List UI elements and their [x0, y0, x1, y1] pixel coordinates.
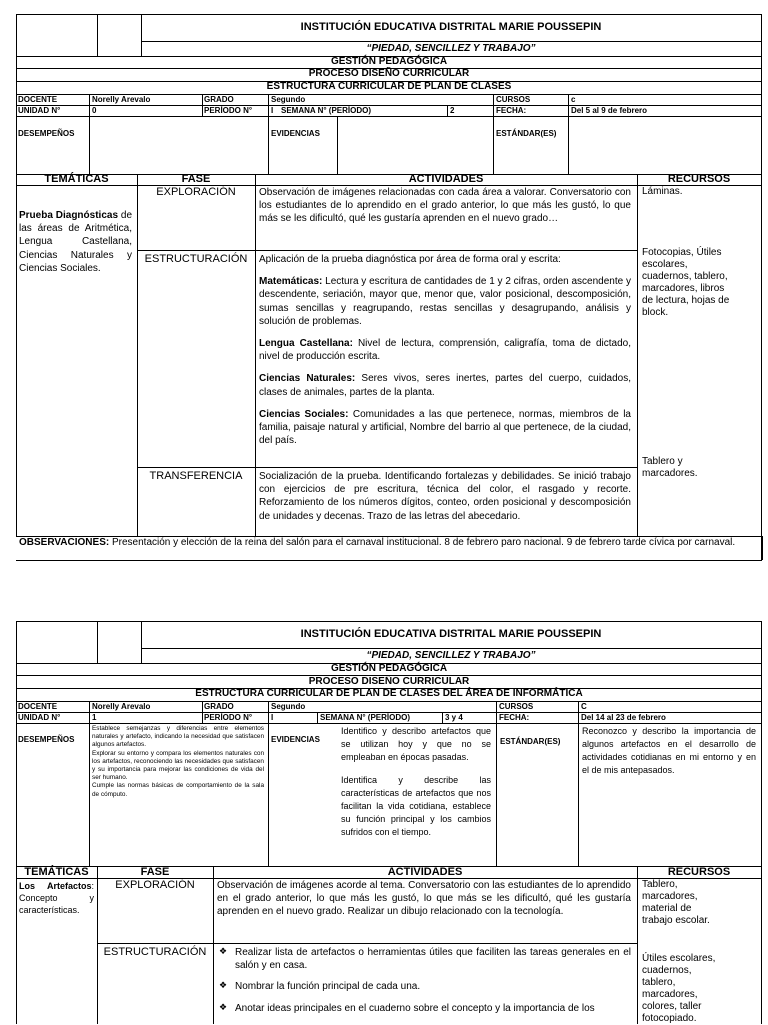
fase-exploracion-2: EXPLORACIÓN	[115, 879, 195, 891]
process-title-2: PROCESO DISEÑO CURRICULAR	[308, 676, 470, 687]
docente-value: Norelly Arevalo	[92, 95, 151, 104]
estandar-label: ESTÁNDAR(ES)	[496, 129, 557, 138]
observaciones-text: Presentación y elección de la reina del salón para el carnaval institucional. 8 de febrero paro nacional. 9 de febrero tarde cívica por carnaval.	[109, 537, 736, 548]
matematicas-text: Lectura y escritura de cantidades de 1 y 2 cifras, orden ascendente y descendente, seriación, mayor que, menor que, valor posicional, descomposición, sumas sencillas y reagrupando, restas sencillas y desagrupando, análisis y solución de problemas.	[259, 276, 631, 327]
estandar-label-2: ESTÁNDAR(ES)	[500, 737, 561, 746]
cursos-label: CURSOS	[496, 95, 531, 104]
header-fase-2: FASE	[140, 866, 170, 878]
header-recursos: RECURSOS	[667, 173, 731, 185]
recursos-2: Fotocopias, Útiles escolares, cuadernos, tablero, marcadores, libros de lectura, hojas de block.	[642, 247, 730, 318]
motto-2: “PIEDAD, SENCILLEZ Y TRABAJO”	[366, 650, 536, 661]
diamond-bullet-icon: ❖	[219, 946, 228, 956]
activity-bullet-3: ❖ Anotar ideas principales en el cuaderno sobre el concepto y la importancia de los	[219, 1001, 595, 1014]
recursos-1: Láminas.	[642, 186, 683, 197]
lengua-text: Nivel de lectura, comprensión, caligrafía, toma de dictado, nivel de producción escrita.	[259, 337, 631, 363]
activity-exploracion-2: Observación de imágenes acorde al tema. Conversatorio con las estudiantes de lo aprendido en el grado anterior, lo que más les gustó, lo que más se les dificultó, qué les gustaría aprenden en el nuevo grado. Realizar un dibujo relacionado con la tecnología.	[217, 880, 631, 918]
matematicas-label: Matemáticas:	[259, 276, 323, 288]
unidad-value-2: 1	[92, 713, 97, 722]
unidad-label-2: UNIDAD N°	[18, 713, 61, 722]
fecha-value-2: Del 14 al 23 de febrero	[581, 713, 666, 722]
recursos-3: Tablero y marcadores.	[642, 456, 698, 479]
activity-bullet-2: ❖ Nombrar la función principal de cada una.	[219, 980, 421, 993]
activity-lengua	[259, 337, 631, 363]
dept-title-2: GESTIÓN PEDAGÓGICA	[330, 663, 448, 674]
evidencias-label-2: EVIDENCIAS	[271, 735, 320, 744]
header-tematicas: TEMÁTICAS	[44, 173, 109, 185]
desempenos-text: Establece semejanzas y diferencias entre elementos naturales y artefacto, indicando la necesidad que satisfacen algunos artefactos. Explorar su entorno y compara los elementos naturales con los artefactos, reconociendo las necesidades que satisfacen y su importancia para mejorar las condiciones de vida del ser humano. Cumple las normas básicas de comportamiento de la sala de cómputo.	[92, 725, 264, 798]
tematica-body-2: : Concepto y características.	[19, 881, 94, 916]
naturales-text: Seres vivos, seres inertes, partes del cuerpo, cuidados, clases de animales, partes de la planta.	[259, 373, 631, 398]
fase-exploracion: EXPLORACIÓN	[156, 186, 236, 198]
tematica-body: de las áreas de Aritmética, Lengua Castellana, Ciencias Naturales y Ciencias Sociales.	[19, 210, 133, 274]
grado-value-2: Segundo	[271, 702, 306, 711]
fecha-label-2: FECHA:	[499, 713, 530, 722]
fase-estructuracion-2: ESTRUCTURACIÓN	[103, 946, 207, 958]
header-tematicas-2: TEMÁTICAS	[24, 866, 89, 878]
activity-exploracion: Observación de imágenes relacionadas con cada área a valorar. Conversatorio con los estudiantes de lo aprendido en el grado anterior, lo que más les gustó, lo que más se les dificultó, qué les gustaría aprenden en el nuevo grado…	[259, 187, 631, 225]
periodo-value-2: I	[271, 713, 274, 722]
activity-estructuracion	[259, 253, 631, 453]
evidencia-2: Identifica y describe las características de artefactos que nos facilitan la vida cotidiana, establece su función principal y los cambios sufridos con el tiempo.	[341, 775, 491, 838]
tematica-text-2	[19, 880, 94, 916]
desempenos-label-2: DESEMPEÑOS	[18, 735, 75, 744]
observaciones-label: OBSERVACIONES:	[19, 537, 110, 548]
institution-title: INSTITUCIÓN EDUCATIVA DISTRITAL MARIE POUSSEPIN	[300, 21, 602, 33]
grado-label: GRADO	[204, 95, 234, 104]
activity-naturales	[259, 372, 631, 398]
semana-label: SEMANA N° (PERÍODO)	[281, 106, 372, 115]
cursos-value-2: C	[581, 702, 587, 711]
observaciones	[19, 537, 759, 549]
evidencias-label: EVIDENCIAS	[271, 129, 320, 138]
unidad-label: UNIDAD N°	[18, 106, 61, 115]
header-actividades: ACTIVIDADES	[408, 173, 484, 185]
process-title: PROCESO DISEÑO CURRICULAR	[308, 68, 470, 79]
activity-sociales	[259, 408, 631, 448]
grado-value: Segundo	[271, 95, 306, 104]
evidencia-1: Identifico y describo artefactos que se utilizan hoy y que no se empleaban en épocas pasadas.	[341, 726, 491, 763]
structure-title-2: ESTRUCTURA CURRICULAR DE PLAN DE CLASES DEL ÁREA DE INFORMÁTICA	[195, 688, 583, 699]
periodo-value: I	[271, 106, 274, 115]
semana-value-2: 3 y 4	[445, 713, 463, 722]
activity-intro: Aplicación de la prueba diagnóstica por área de forma oral y escrita:	[259, 254, 561, 265]
tematica-title-2: Los Artefactos	[19, 881, 92, 891]
sociales-label: Ciencias Sociales:	[259, 408, 349, 420]
estandar-text: Reconozco y describo la importancia de algunos artefactos en el desarrollo de actividades cotidianas en mi entorno y en el de mis antepasados.	[582, 726, 756, 776]
naturales-label: Ciencias Naturales:	[259, 373, 356, 385]
periodo-label-2: PERÍODO N°	[204, 713, 253, 722]
cursos-label-2: CURSOS	[499, 702, 534, 711]
header-fase: FASE	[181, 173, 211, 185]
cursos-value: c	[571, 95, 576, 104]
sociales-text: Comunidades a las que pertenece, normas, miembros de la familia, paisaje natural y artificial, Nombre del barrio al que pertenece, de la ciudad, del país.	[259, 408, 631, 447]
activity-bullet-1: ❖ Realizar lista de artefactos o herramientas útiles que faciliten las tareas generales en el salón y en casa.	[219, 946, 631, 972]
tematica-title: Prueba Diagnósticas	[19, 210, 119, 221]
evidencias-text	[341, 725, 491, 845]
fase-estructuracion: ESTRUCTURACIÓN	[144, 253, 248, 265]
docente-label: DOCENTE	[18, 95, 58, 104]
activity-estructuracion-2	[217, 946, 631, 1023]
recursos-2-2: Útiles escolares, cuadernos, tablero, marcadores, colores, taller fotocopiado.	[642, 953, 716, 1024]
periodo-label: PERÍODO N°	[204, 106, 253, 115]
unidad-value: 0	[92, 106, 97, 115]
recursos-1-2: Tablero, marcadores, material de trabajo escolar.	[642, 879, 710, 926]
lengua-label: Lengua Castellana:	[259, 337, 353, 349]
institution-title-2: INSTITUCIÓN EDUCATIVA DISTRITAL MARIE POUSSEPIN	[300, 628, 602, 640]
grado-label-2: GRADO	[204, 702, 234, 711]
docente-label-2: DOCENTE	[18, 702, 58, 711]
header-recursos-2: RECURSOS	[667, 866, 731, 878]
semana-label-2: SEMANA N° (PERÍODO)	[320, 713, 411, 722]
tematica-text	[19, 209, 132, 275]
fecha-label: FECHA:	[496, 106, 527, 115]
motto: “PIEDAD, SENCILLEZ Y TRABAJO”	[366, 43, 536, 54]
semana-value: 2	[450, 106, 455, 115]
docente-value-2: Norelly Arevalo	[92, 702, 151, 711]
activity-transferencia: Socialización de la prueba. Identificando fortalezas y debilidades. Se inició trabajo con ejercicios de pre escritura, técnica del color, el rasgado y recorte. Reforzamiento de los números dígitos, conteo, orden posicional y descomposición de unidades y decenas. Trazo de las letras del abecedario.	[259, 471, 631, 522]
diamond-bullet-icon: ❖	[219, 1001, 228, 1012]
header-actividades-2: ACTIVIDADES	[387, 866, 463, 878]
diamond-bullet-icon: ❖	[219, 980, 228, 991]
desempenos-label: DESEMPEÑOS	[18, 129, 75, 138]
dept-title: GESTIÓN PEDAGÓGICA	[330, 56, 448, 67]
fecha-value: Del 5 al 9 de febrero	[571, 106, 648, 115]
fase-transferencia: TRANSFERENCIA	[149, 470, 243, 482]
structure-title: ESTRUCTURA CURRICULAR DE PLAN DE CLASES	[266, 81, 512, 92]
activity-matematicas	[259, 275, 631, 328]
